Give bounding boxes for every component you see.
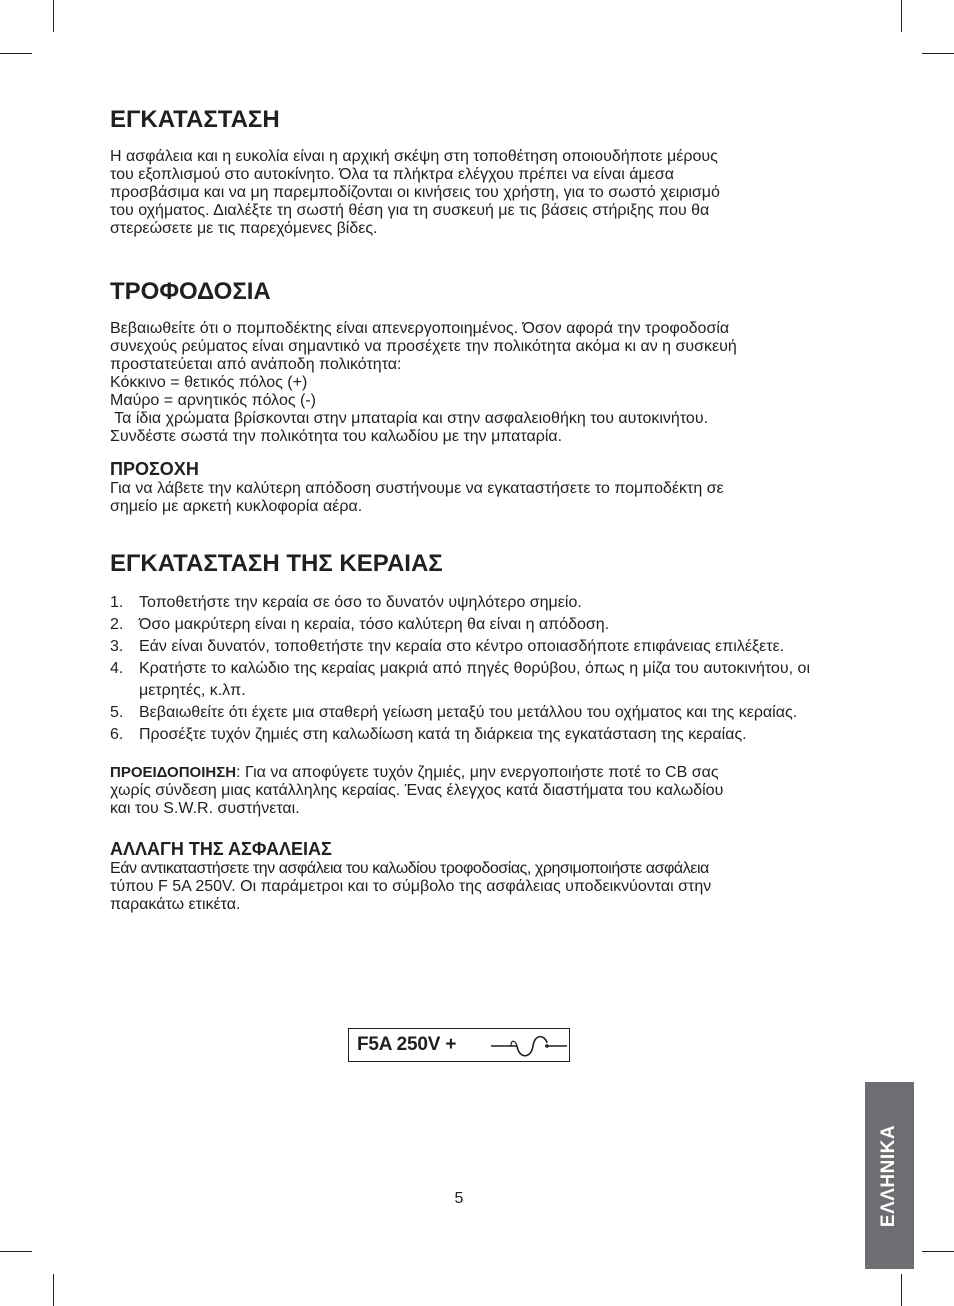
fuse-heading: ΑΛΛΑΓΗ ΤΗΣ ΑΣΦΑΛΕΙΑΣ: [110, 839, 332, 859]
text-line: Για να λάβετε την καλύτερη απόδοση συστήνουμε να εγκαταστήσετε το πομποδέκτη σε: [110, 480, 724, 497]
text-line: προσβάσιμα και να μη παρεμποδίζονται οι κινήσεις του χρήστη, για το σωστό χειρισμό: [110, 184, 720, 201]
text-line: χωρίς σύνδεση μιας κατάλληλης κεραίας. Ένας έλεγχος κατά διαστήματα του καλωδίου: [110, 782, 724, 799]
text-line: Συνδέστε σωστά την πολικότητα του καλωδίου με την μπαταρία.: [110, 428, 563, 445]
warning-label: ΠΡΟΕΙΔΟΠΟΙΗΣΗ: [110, 764, 237, 781]
list-text: Όσο μακρύτερη είναι η κεραία, τόσο καλύτερη θα είναι η απόδοση.: [139, 616, 610, 633]
warning-paragraph: [110, 764, 810, 818]
page-content: [110, 100, 810, 914]
list-text: Εάν είναι δυνατόν, τοποθετήστε την κεραία στο κέντρο οποιασδήποτε επιφάνειας επιλέξετε.: [139, 638, 785, 655]
crop-mark: [53, 1274, 54, 1306]
text-line: Βεβαιωθείτε ότι ο πομποδέκτης είναι απενεργοποιημένος. Όσον αφορά την τροφοδοσία: [110, 320, 730, 337]
antenna-heading: ΕΓΚΑΤΑΣΤΑΣΗ ΤΗΣ ΚΕΡΑΙΑΣ: [110, 550, 443, 577]
crop-mark: [0, 1251, 32, 1252]
fuse-symbol-icon: [491, 1033, 567, 1059]
crop-mark: [0, 53, 32, 54]
caution-heading: ΠΡΟΣΟΧΗ: [110, 459, 199, 479]
installation-heading: ΕΓΚΑΤΑΣΤΑΣΗ: [110, 106, 280, 133]
text-line: του οχήματος. Διαλέξτε τη σωστή θέση για τη συσκευή με τις βάσεις στήριξης που θα: [110, 202, 710, 219]
list-number: 4.: [110, 660, 124, 677]
caution-paragraph: [110, 480, 810, 516]
warning-text: : Για να αποφύγετε τυχόν ζημιές, μην ενεργοποιήστε ποτέ το CB σας: [236, 764, 719, 781]
text-line: Εάν αντικαταστήσετε την ασφάλεια του καλωδίου τροφοδοσίας, χρησιμοποιήστε ασφάλεια: [110, 860, 709, 877]
list-text: Τοποθετήστε την κεραία σε όσο το δυνατόν υψηλότερο σημείο.: [139, 594, 582, 611]
list-text: Κρατήστε το καλώδιο της κεραίας μακριά από πηγές θορύβου, όπως η μίζα του αυτοκινήτου, οι μετρητές, κ.λπ.: [139, 660, 810, 699]
list-number: 1.: [110, 594, 124, 611]
fuse-label-box: [348, 1028, 570, 1062]
list-number: 3.: [110, 638, 124, 655]
text-line: και του S.W.R. συστήνεται.: [110, 800, 300, 817]
text-line: του εξοπλισμού στο αυτοκίνητο. Όλα τα πλήκτρα ελέγχου πρέπει να είναι άμεσα: [110, 166, 674, 183]
page-number: 5: [454, 1190, 464, 1207]
text-line: τύπου F 5A 250V. Οι παράμετροι και το σύμβολο της ασφάλειας υποδεικνύονται στην: [110, 878, 712, 895]
text-line: στερεώσετε με τις παρεχόμενες βίδες.: [110, 220, 378, 237]
text-line: προστατεύεται από ανάποδη πολικότητα:: [110, 356, 402, 373]
list-item: [110, 702, 810, 724]
list-item: [110, 614, 810, 636]
crop-mark: [901, 0, 902, 32]
installation-paragraph: [110, 148, 810, 238]
language-tab: [865, 1082, 914, 1269]
crop-mark: [922, 53, 954, 54]
text-line: Κόκκινο = θετικός πόλος (+): [110, 374, 308, 391]
crop-mark: [922, 1251, 954, 1252]
list-number: 5.: [110, 704, 124, 721]
text-line: Τα ίδια χρώματα βρίσκονται στην μπαταρία και στην ασφαλειοθήκη του αυτοκινήτου.: [110, 410, 709, 427]
crop-mark: [53, 0, 54, 32]
list-number: 6.: [110, 726, 124, 743]
text-line: Μαύρο = αρνητικός πόλος (-): [110, 392, 316, 409]
fuse-paragraph: [110, 860, 810, 914]
list-text: Βεβαιωθείτε ότι έχετε μια σταθερή γείωση μεταξύ του μετάλλου του οχήματος και της κεραίας.: [139, 704, 798, 721]
power-paragraph: [110, 320, 810, 446]
crop-mark: [901, 1274, 902, 1306]
power-heading: ΤΡΟΦΟΔΟΣΙΑ: [110, 278, 271, 305]
list-item: [110, 636, 810, 658]
list-text: Προσέξτε τυχόν ζημιές στη καλωδίωση κατά τη διάρκεια της εγκατάσταση της κεραίας.: [139, 726, 747, 743]
list-number: 2.: [110, 616, 124, 633]
text-line: Η ασφάλεια και η ευκολία είναι η αρχική σκέψη στη τοποθέτηση οποιουδήποτε μέρους: [110, 148, 718, 165]
language-tab-label: ΕΛΛΗΝΙΚΑ: [878, 1124, 900, 1227]
antenna-steps-list: [110, 592, 810, 746]
text-line: συνεχούς ρεύματος είναι σημαντικό να προσέχετε την πολικότητα ακόμα κι αν η συσκευή: [110, 338, 737, 355]
fuse-rating-label: F5A 250V +: [357, 1034, 457, 1055]
text-line: [110, 764, 810, 782]
list-item: [110, 724, 810, 746]
list-item: [110, 592, 810, 614]
list-item: [110, 658, 810, 702]
text-line: σημείο με αρκετή κυκλοφορία αέρα.: [110, 498, 363, 515]
text-line: παρακάτω ετικέτα.: [110, 896, 241, 913]
